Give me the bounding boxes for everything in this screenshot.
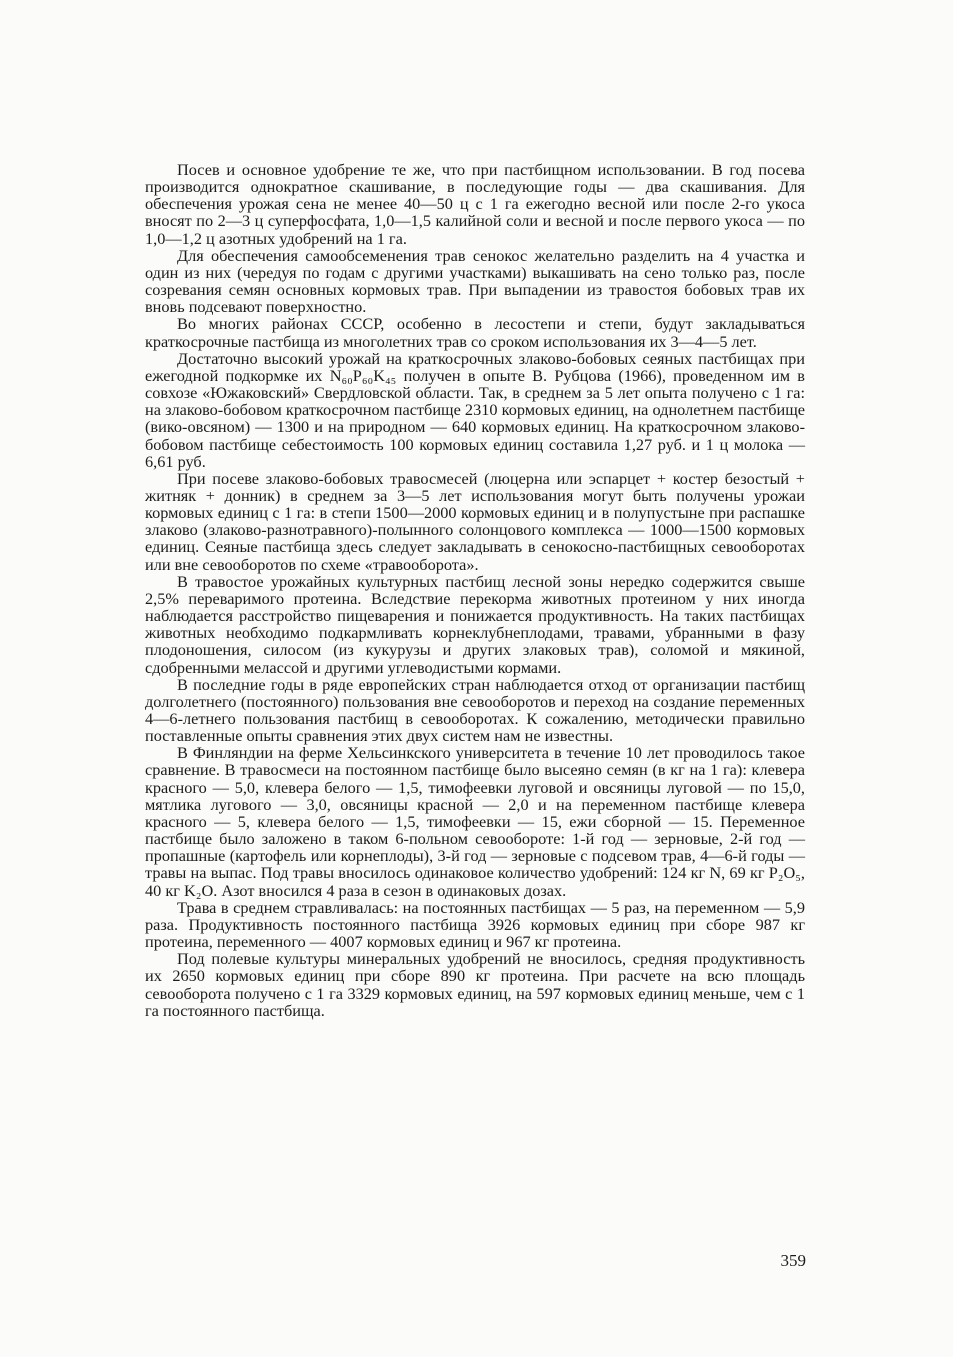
paragraph-grass-mixtures: При посеве злаково-бобовых травосмесей (люцерна или эспарцет + костер безостый + житняк + донник) в среднем за 3—5 лет использования могут быть получены урожаи кормовых единиц с 1 га: в степи 1500—2000 кормовых единиц и в полупустыне при распашке злаково (злаково-разнотравного)-полынного солонцового комплекса — 1000—1500 кормовых единиц. Сеяные пастбища здесь следует закладывать в сенокосно-пастбищных севооборотах или вне севооборотов по схеме «травооборота». (145, 468, 805, 574)
paragraph-protein-excess: В травостое урожайных культурных пастбищ лесной зоны нередко содержится свыше 2,5% переваримого протеина. Вследствие перекорма животных протеином у них иногда наблюдается расстройство пищеварения и понижается продуктивность. На таких пастбищах животных необходимо подкармливать корнеклубнеплодами, травами, убранными в фазу плодоношения, силосом (из кукурузы и других злаковых трав), соломой и мякиной, сдобренными мелассой и другими углеводистыми кормами. (145, 571, 805, 677)
paragraph-grazing-results: Трава в среднем стравливалась: на постоянных пастбищах — 5 раз, на переменном — 5,9 раза. Продуктивность постоянного пастбища 3926 кормовых единиц при сборе 987 кг протеина, переменного — 4007 кормовых единиц и 967 кг протеина. (145, 897, 805, 952)
paragraph-european-trend: В последние годы в ряде европейских стран наблюдается отход от организации пастбищ долголетнего (постоянного) пользования вне севооборотов и переход на создание переменных 4—6-летнего пользования пастбищ в севооборотах. К сожалению, методически правильно поставленные опыты сравнения этих двух систем нам не известны. (145, 674, 805, 746)
paragraph-short-term-pastures: Во многих районах СССР, особенно в лесостепи и степи, будут закладываться краткосрочные пастбища из многолетних трав со сроком использования их 3—4—5 лет. (145, 314, 805, 351)
paragraph-field-crops: Под полевые культуры минеральных удобрений не вносилось, средняя продуктивность их 2650 кормовых единиц при сборе 890 кг протеина. При расчете на всю площадь севооборота получено с 1 га 3329 кормовых единиц, на 597 кормовых единиц меньше, чем с 1 га постоянного пастбища. (145, 949, 805, 1020)
paragraph-self-seeding: Для обеспечения самообсеменения трав сенокос желательно разделить на 4 участка и один из них (чередуя по годам с другими участками) выкашивать на сено только раз, после созревания семян основных кормовых трав. При выпадении из травостоя бобовых трав их вновь подсевают поверхностно. (145, 245, 805, 317)
paragraph-finland-comparison: В Финляндии на ферме Хельсинкского университета в течение 10 лет проводилось такое сравнение. В травосмеси на постоянном пастбище было высеяно семян (в кг на 1 га): клевера красного — 5,0, клевера белого — 1,5, тимофеевки луговой и овсяницы луговой — по 15,0, мятлика лугового — 3,0, овсяницы красной — 2,0 и на переменном пастбище клевера красного — 5, клевера белого — 1,5, тимофеевки — 15, ежи сборной — 15. Переменное пастбище было заложено в таком 6-польном севообороте: 1-й год — зерновые, 2-й год — пропашные (картофель или корнеплоды), 3-й год — зерновые с подсевом трав, 4—6-й годы — травы на выпас. Под травы вносилось одинаковое количество удобрений: 124 кг N, 69 кг P₂O₅, 40 кг K₂O. Азот вносился 4 раза в сезон в одинаковых дозах. (145, 743, 805, 900)
paragraph-rubtsov-experiment: Достаточно высокий урожай на краткосрочных злаково-бобовых сеяных пастбищах при ежегодной подкормке их N₆₀P₆₀K₄₅ получен в опыте В. Рубцова (1966), проведенном им в совхозе «Южаковский» Свердловской области. Так, в среднем за 5 лет опыта получено с 1 га: на злаково-бобовом краткосрочном пастбище 2310 кормовых единиц, на однолетнем пастбище (вико-овсяном) — 1300 и на природном — 640 кормовых единиц. На краткосрочном злаково-бобовом пастбище себестоимость 100 кормовых единиц составила 1,27 руб. и 1 ц молока — 6,61 руб. (145, 348, 805, 471)
page-number: 359 (780, 1251, 806, 1270)
body-text (145, 161, 805, 1019)
paragraph-hay-fertilization: Посев и основное удобрение те же, что при пастбищном использовании. В год посева производится однократное скашивание, в последующие годы — два скашивания. Для обеспечения урожая сена не менее 40—50 ц с 1 га ежегодно весной или после 2-го укоса вносят по 2—3 ц суперфосфата, 1,0—1,5 калийной соли и весной и после первого укоса — по 1,0—1,2 ц азотных удобрений на 1 га. (145, 160, 805, 248)
